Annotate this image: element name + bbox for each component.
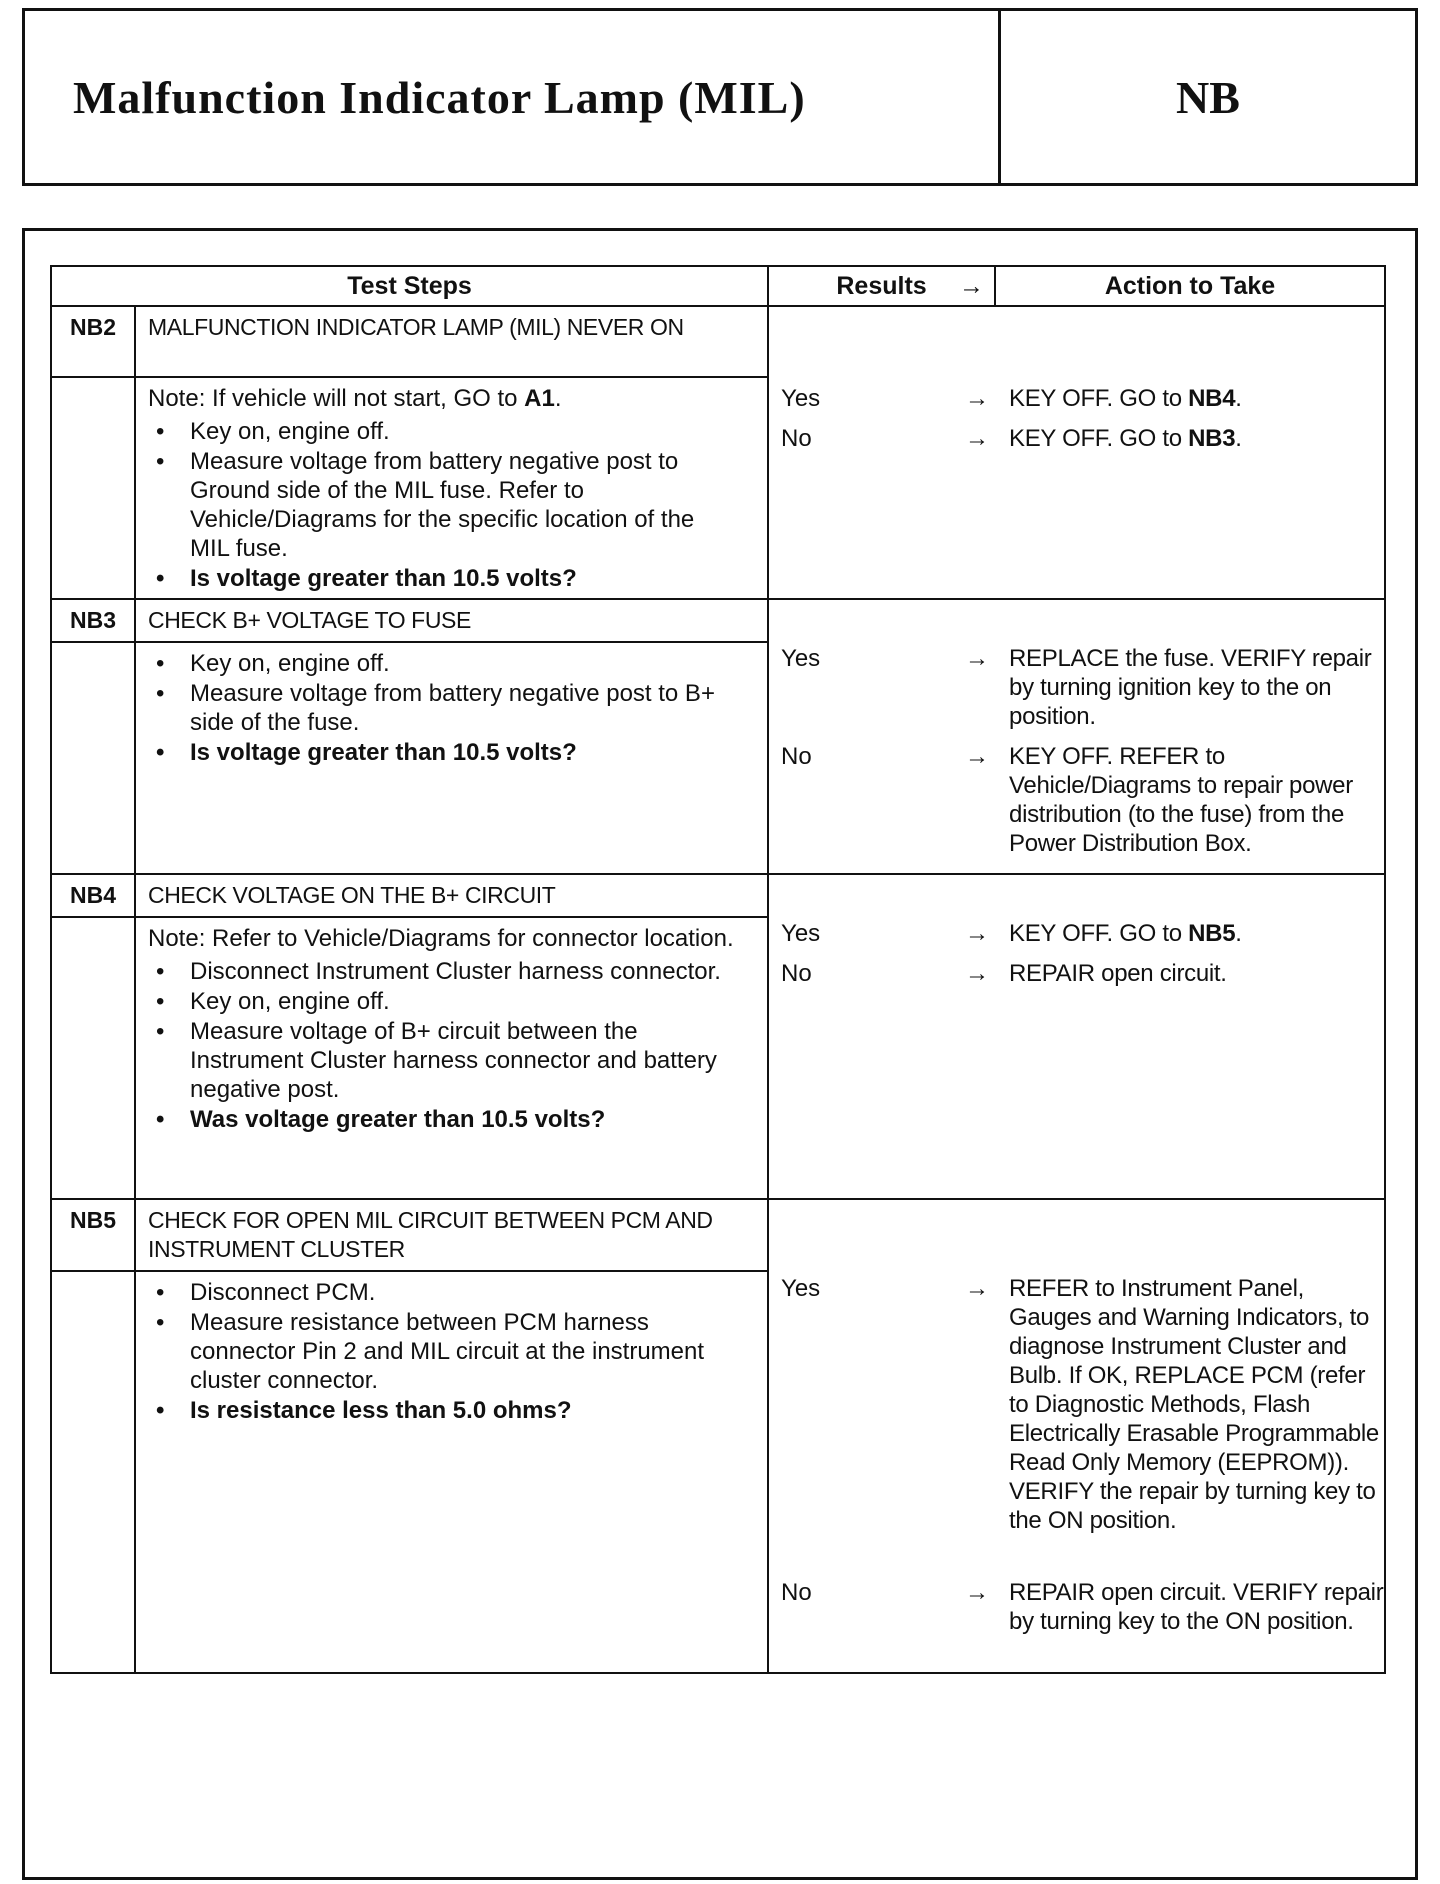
step-link: A1 (524, 385, 555, 412)
result-yes: Yes (781, 385, 821, 412)
action-header: Action to Take (995, 266, 1385, 306)
action-suffix: . (1235, 425, 1242, 452)
step-question: • Is voltage greater than 10.5 volts? (148, 738, 737, 767)
test-steps-table (50, 265, 1386, 1674)
result-no: No (781, 743, 812, 770)
result-yes: Yes (781, 1275, 821, 1302)
instruction-item: • Key on, engine off. (148, 417, 737, 446)
result-no: No (781, 1579, 812, 1606)
step-id: NB5 (51, 1199, 135, 1271)
step-title: CHECK VOLTAGE ON THE B+ CIRCUIT (135, 874, 768, 917)
results-arrow-icon: → (959, 272, 985, 300)
instruction-item: • Measure voltage from battery negative post to Ground side of the MIL fuse. Refer to Vehicle/Diagrams for the specific location of the MIL fuse. (148, 447, 737, 563)
step-row-nb2 (51, 306, 1385, 377)
step-results-nb3 (768, 599, 1385, 874)
action-no: KEY OFF. REFER to Vehicle/Diagrams to repair power distribution (to the fuse) from the Power Distribution Box. (1009, 743, 1353, 857)
step-id-spacer (51, 917, 135, 1199)
arrow-icon: → (965, 743, 990, 770)
step-instructions (148, 417, 737, 593)
action-yes: REFER to Instrument Panel, Gauges and Warning Indicators, to diagnose Instrument Cluster and Bulb. If OK, REPLACE PCM (refer to Diagnostic Methods, Flash Electrically Erasable Programmable Read Only Memory (EEPROM)). VERIFY the repair by turning key to the ON position. (1009, 1275, 1379, 1534)
results-header (768, 266, 995, 306)
page-header (22, 8, 1418, 186)
step-id: NB4 (51, 874, 135, 917)
action-no: REPAIR open circuit. VERIFY repair by turning key to the ON position. (1009, 1579, 1384, 1635)
action-text: KEY OFF. GO to (1009, 425, 1189, 452)
instruction-item: • Measure voltage from battery negative post to B+ side of the fuse. (148, 679, 737, 737)
step-row-nb4 (51, 874, 1385, 917)
step-title: CHECK B+ VOLTAGE TO FUSE (135, 599, 768, 642)
action-no: REPAIR open circuit. (1009, 960, 1227, 987)
step-link: NB3 (1188, 425, 1236, 452)
step-body (135, 1271, 768, 1673)
step-id-spacer (51, 377, 135, 599)
step-link: NB4 (1188, 385, 1236, 412)
action-yes (1009, 384, 1389, 413)
arrow-icon: → (965, 960, 990, 987)
arrow-icon: → (965, 920, 990, 947)
result-no: No (781, 425, 812, 452)
step-question: • Was voltage greater than 10.5 volts? (148, 1105, 737, 1134)
step-title: MALFUNCTION INDICATOR LAMP (MIL) NEVER ON (135, 306, 768, 377)
action-suffix: . (1235, 920, 1242, 947)
arrow-icon: → (965, 1579, 990, 1606)
step-row-nb3 (51, 599, 1385, 642)
step-id-spacer (51, 642, 135, 874)
arrow-icon: → (965, 1275, 990, 1302)
arrow-icon: → (965, 385, 990, 412)
step-body (135, 642, 768, 874)
step-results-nb5 (768, 1199, 1385, 1673)
step-id-spacer (51, 1271, 135, 1673)
instruction-item: • Key on, engine off. (148, 649, 737, 678)
table-header-row (51, 266, 1385, 306)
step-question: • Is resistance less than 5.0 ohms? (148, 1396, 737, 1425)
step-link: NB5 (1188, 920, 1236, 947)
result-yes: Yes (781, 645, 821, 672)
action-no (1009, 424, 1389, 453)
results-header-label: Results (836, 271, 927, 300)
arrow-icon: → (965, 425, 990, 452)
page-title: Malfunction Indicator Lamp (MIL) (25, 11, 1001, 183)
result-yes: Yes (781, 920, 821, 947)
step-body (135, 377, 768, 599)
instruction-item: • Disconnect PCM. (148, 1278, 737, 1307)
step-note: Note: Refer to Vehicle/Diagrams for connector location. (148, 925, 734, 952)
instruction-item: • Disconnect Instrument Cluster harness connector. (148, 957, 737, 986)
step-results-nb2 (768, 306, 1385, 599)
step-results-nb4 (768, 874, 1385, 1199)
step-note (148, 384, 737, 413)
arrow-icon: → (965, 645, 990, 672)
action-text: KEY OFF. GO to (1009, 385, 1189, 412)
step-question: • Is voltage greater than 10.5 volts? (148, 564, 737, 593)
section-code: NB (1176, 71, 1240, 123)
note-text: Note: If vehicle will not start, GO to (148, 385, 525, 412)
step-title: CHECK FOR OPEN MIL CIRCUIT BETWEEN PCM AND INSTRUMENT CLUSTER (135, 1199, 768, 1271)
step-body (135, 917, 768, 1199)
instruction-item: • Measure resistance between PCM harness connector Pin 2 and MIL circuit at the instrument cluster connector. (148, 1308, 737, 1395)
note-suffix: . (554, 385, 562, 412)
result-no: No (781, 960, 812, 987)
step-instructions (148, 1278, 737, 1425)
action-text: KEY OFF. GO to (1009, 920, 1189, 947)
action-yes (1009, 919, 1389, 948)
step-id: NB2 (51, 306, 135, 377)
step-row-nb5 (51, 1199, 1385, 1271)
action-yes: REPLACE the fuse. VERIFY repair by turning ignition key to the on position. (1009, 645, 1372, 730)
instruction-item: • Measure voltage of B+ circuit between the Instrument Cluster harness connector and battery negative post. (148, 1017, 737, 1104)
action-suffix: . (1235, 385, 1242, 412)
test-steps-header: Test Steps (51, 266, 768, 306)
instruction-item: • Key on, engine off. (148, 987, 737, 1016)
step-instructions (148, 649, 737, 767)
step-instructions (148, 957, 737, 1134)
step-id: NB3 (51, 599, 135, 642)
